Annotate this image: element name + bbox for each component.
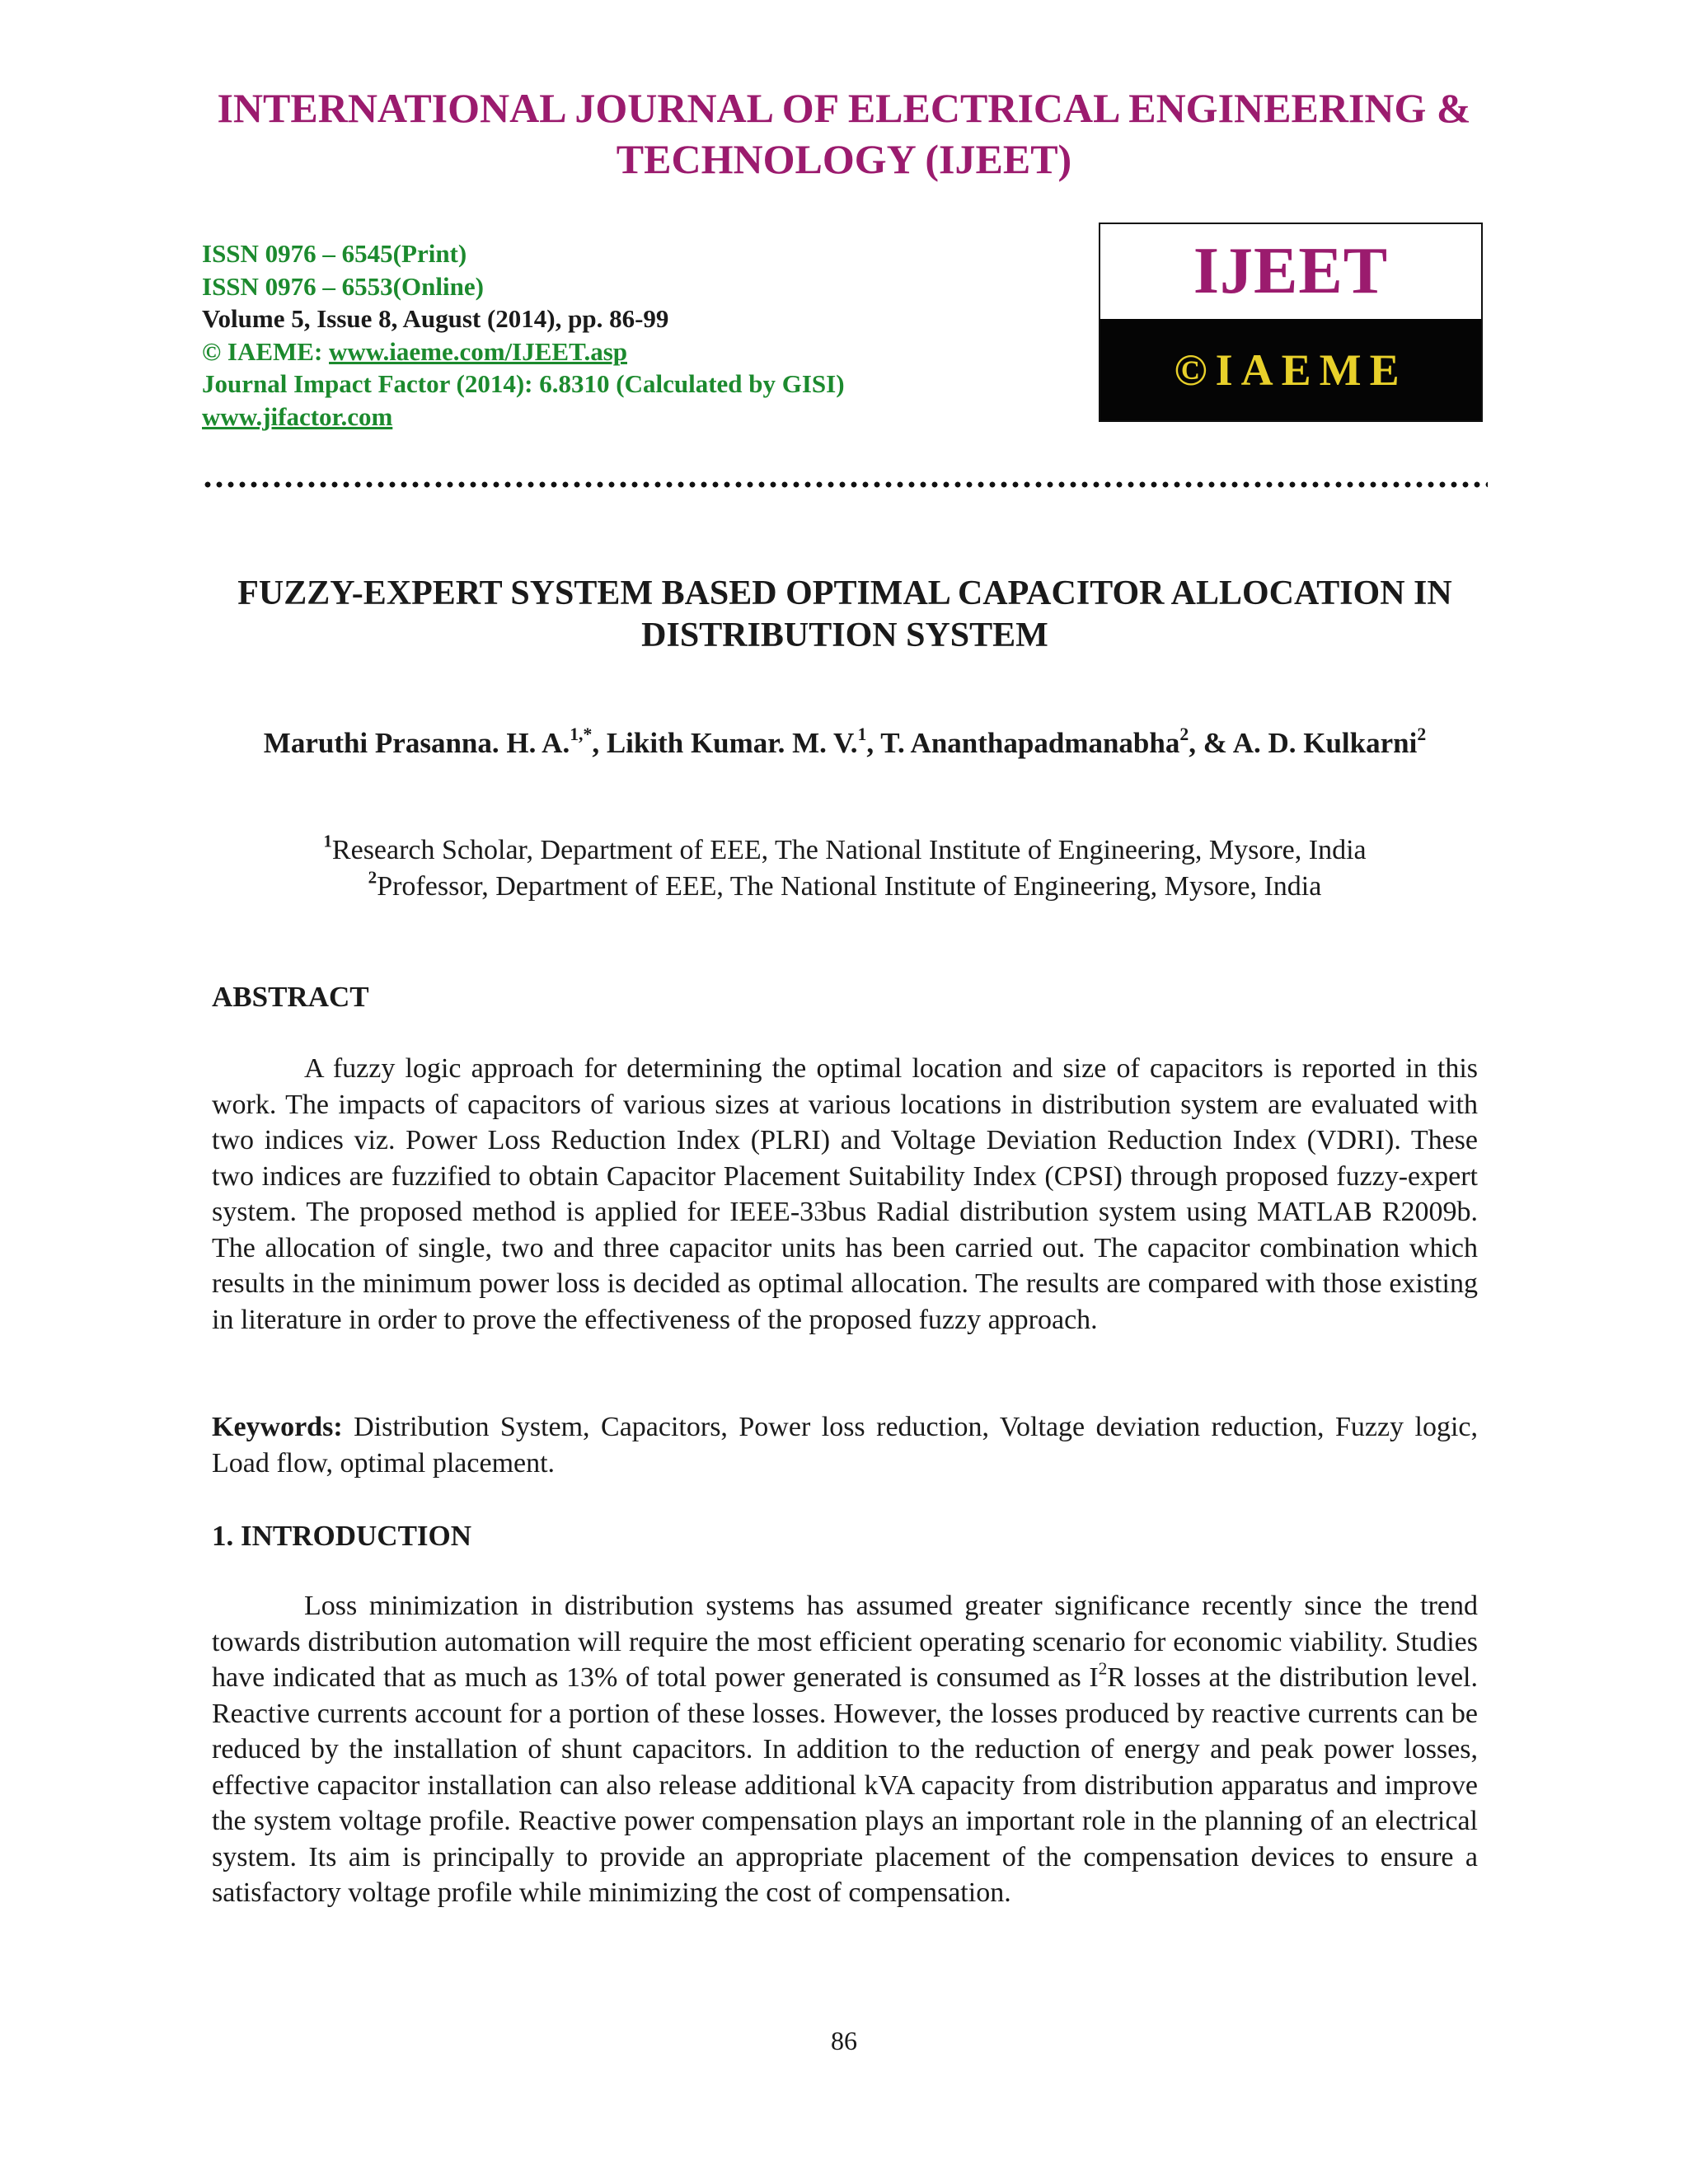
introduction-heading: 1. INTRODUCTION (212, 1520, 472, 1552)
author-affil-mark: 1,* (570, 724, 593, 744)
intro-superscript: 2 (1098, 1658, 1108, 1679)
issn-online: ISSN 0976 – 6553(Online) (202, 271, 484, 301)
author-name: , T. Ananthapadmanabha (866, 727, 1180, 759)
journal-meta (202, 237, 845, 433)
affil-text: Professor, Department of EEE, The National Institute of Engineering, Mysore, India (377, 871, 1322, 902)
author-name: , & A. D. Kulkarni (1189, 727, 1418, 759)
author-name: Maruthi Prasanna. H. A. (263, 727, 570, 759)
iaeme-link[interactable]: www.iaeme.com/IJEET.asp (329, 336, 627, 366)
dotted-divider (202, 481, 1488, 488)
intro-text-part1: Loss minimization in distribution systems has assumed greater significance recently since the trend towards distribution automation will require the most efficient operating scenario for economic viability. Studies have indicated that as much as 13% of total power generated is consumed as I (212, 1591, 1478, 1693)
author-list (202, 725, 1488, 762)
author-affil-mark: 1 (857, 724, 867, 744)
keywords (212, 1409, 1478, 1481)
author-affil-mark: 2 (1179, 724, 1189, 744)
page-number: 86 (831, 2026, 857, 2055)
affil-mark: 2 (368, 867, 377, 888)
keywords-label: Keywords: (212, 1412, 343, 1442)
impact-factor: Journal Impact Factor (2014): 6.8310 (Calculated by GISI) (202, 369, 845, 398)
abstract-text: A fuzzy logic approach for determining the optimal location and size of capacitors is reported in this work. The impacts of capacitors of various sizes at various locations in distribution system are evaluated with two indices viz. Power Loss Reduction Index (PLRI) and Voltage Deviation Reduction Index (VDRI). These two indices are fuzzified to obtain Capacitor Placement Suitability Index (CPSI) through proposed fuzzy-expert system. The proposed method is applied for IEEE-33bus Radial distribution system using MATLAB R2009b. The allocation of single, two and three capacitor units has been carried out. The capacitor combination which results in the minimum power loss is decided as optimal allocation. The results are compared with those existing in literature in order to prove the effectiveness of the proposed fuzzy approach. (212, 1053, 1478, 1335)
affiliation-2 (202, 869, 1488, 905)
logo-ijeet-text: IJEET (1100, 224, 1481, 319)
volume-info: Volume 5, Issue 8, August (2014), pp. 86-99 (202, 304, 669, 333)
affil-text: Research Scholar, Department of EEE, The National Institute of Engineering, Mysore, India (331, 835, 1367, 865)
author-affil-mark: 2 (1417, 724, 1427, 744)
issn-print: ISSN 0976 – 6545(Print) (202, 239, 467, 268)
introduction-text (212, 1588, 1478, 1911)
affiliation-1 (202, 832, 1488, 869)
paper-title: FUZZY-EXPERT SYSTEM BASED OPTIMAL CAPACITOR ALLOCATION IN DISTRIBUTION SYSTEM (237, 574, 1452, 654)
affil-mark: 1 (323, 831, 332, 851)
logo-iaeme-text: ©IAEME (1100, 319, 1481, 420)
keywords-text: Distribution System, Capacitors, Power loss reduction, Voltage deviation reduction, Fuzzy logic, Load flow, optimal placement. (212, 1412, 1478, 1479)
affiliations (202, 832, 1488, 905)
iaeme-line (202, 335, 845, 368)
jifactor-link[interactable]: www.jifactor.com (202, 401, 393, 431)
intro-text-part2: R losses at the distribution level. Reactive currents account for a portion of these losses. However, the losses produced by reactive currents can be reduced by the installation of shunt capacitors. In addition to the reduction of energy and peak power losses, effective capacitor installation can also release additional kVA capacity from distribution apparatus and improve the system voltage profile. Reactive power compensation plays an important role in the planning of an electrical system. Its aim is principally to provide an appropriate placement of the compensation devices to ensure a satisfactory voltage profile while minimizing the cost of compensation. (212, 1662, 1479, 1908)
author-name: , Likith Kumar. M. V. (592, 727, 858, 759)
ijeet-logo (1099, 223, 1483, 422)
journal-title: INTERNATIONAL JOURNAL OF ELECTRICAL ENGINEERING & TECHNOLOGY (IJEET) (217, 85, 1471, 182)
iaeme-prefix: © IAEME: (202, 336, 330, 366)
abstract-heading: ABSTRACT (212, 981, 369, 1013)
